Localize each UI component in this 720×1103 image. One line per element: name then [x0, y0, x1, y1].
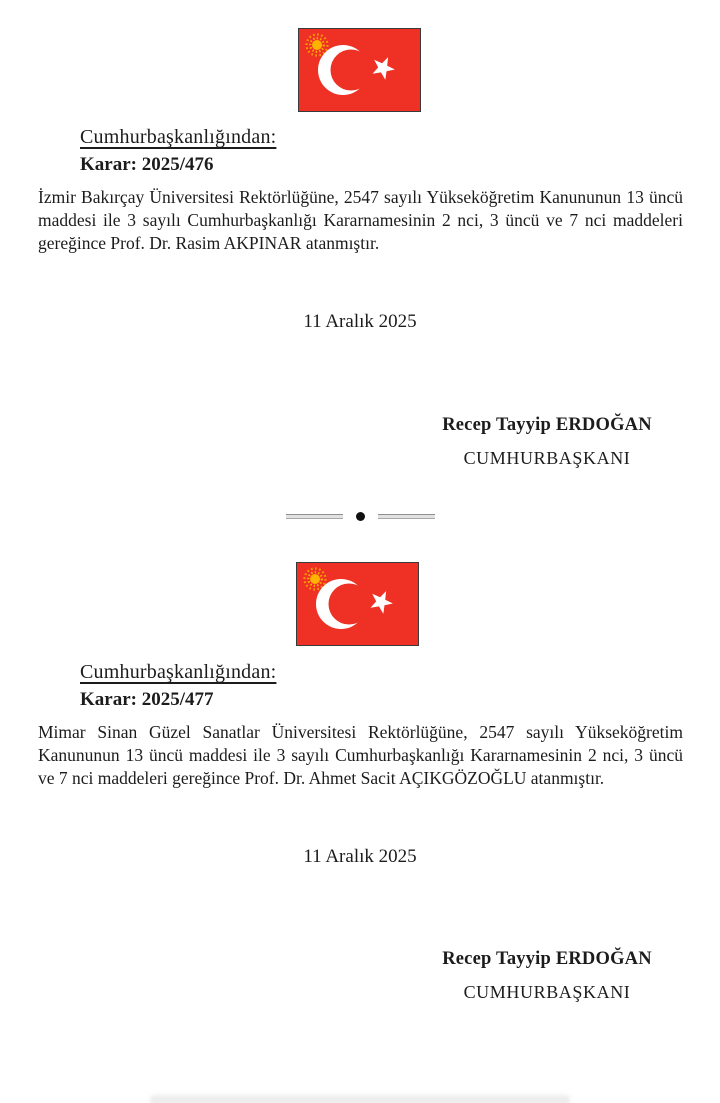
section-divider: [0, 505, 720, 527]
decree-body-text: Mimar Sinan Güzel Sanatlar Üniversitesi Rektörlüğüne, 2547 sayılı Yükseköğretim Kanununun 13 üncü maddesi ile 3 sayılı Cumhurbaşkanlığı Kararnamesinin 2 nci, 3 üncü ve 7 nci maddeleri gereğince Prof. Dr. Ahmet Sacit AÇIKGÖZOĞLU atanmıştır.: [38, 722, 683, 788]
flag-graphic: [298, 28, 421, 112]
divider-rule-left: [286, 514, 343, 519]
section-heading: Cumhurbaşkanlığından:: [80, 661, 277, 683]
decree-body-text: İzmir Bakırçay Üniversitesi Rektörlüğüne, 2547 sayılı Yükseköğretim Kanununun 13 üncü maddesi ile 3 sayılı Cumhurbaşkanlığı Kararnamesinin 2 nci, 3 üncü ve 7 nci maddeleri gereğince Prof. Dr. Rasim AKPINAR atanmıştır.: [38, 187, 683, 253]
signer-title: CUMHURBAŞKANI: [463, 448, 631, 468]
bottom-page-edge-shadow: [150, 1095, 570, 1103]
decree-date: 11 Aralık 2025: [303, 846, 417, 867]
decree-number: Karar: 2025/477: [80, 689, 214, 710]
divider-bullet-icon: [356, 512, 365, 521]
signer-name: Recep Tayyip ERDOĞAN: [442, 415, 652, 435]
signer-name: Recep Tayyip ERDOĞAN: [442, 949, 652, 969]
flag-graphic: [296, 562, 419, 646]
turkish-presidential-flag: [298, 28, 421, 112]
section-heading: Cumhurbaşkanlığından:: [80, 126, 277, 148]
signature-block: [407, 415, 687, 469]
decree-number: Karar: 2025/476: [80, 154, 214, 175]
divider-rule-right: [378, 514, 435, 519]
signer-title: CUMHURBAŞKANI: [463, 982, 631, 1002]
decree-date: 11 Aralık 2025: [303, 311, 417, 332]
signature-block: [407, 949, 687, 1003]
turkish-presidential-flag: [296, 562, 419, 646]
